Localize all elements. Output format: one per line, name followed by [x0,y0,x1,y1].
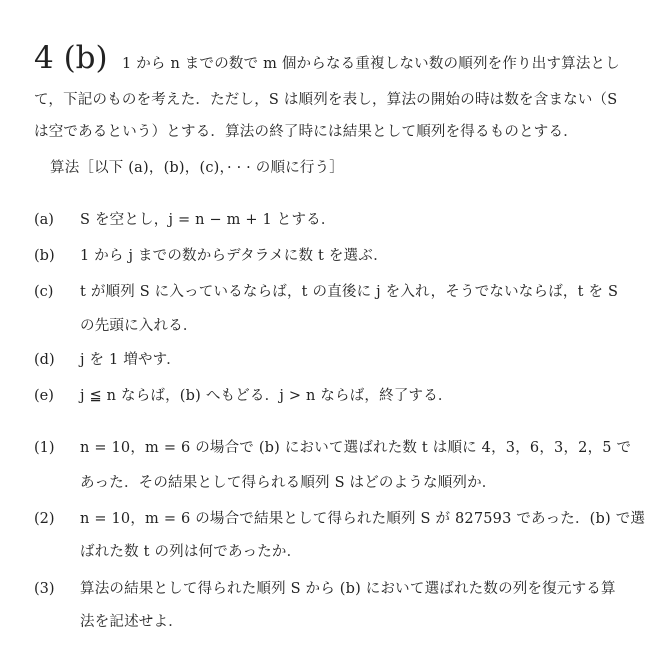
question-2-line-1: n = 10，m = 6 の場合で結果として得られた順列 S が 827593 であった．(b) で選 [80,511,646,527]
question-1-line-2: あった．その結果として得られる順列 S はどのような順列か． [80,475,497,491]
step-label-a: (a) [34,212,54,228]
question-3-line-2: 法を記述せよ． [80,614,183,630]
problem-number: 4 (b) [34,40,108,76]
question-label-1: (1) [34,440,55,456]
step-text-e: j ≦ n ならば，(b) へもどる．j > n ならば，終了する． [80,388,453,404]
intro-line-3: は空であるという）とする．算法の終了時には結果として順列を得るものとする． [34,124,578,140]
algorithm-heading: 算法［以下 (a)，(b)，(c)，· · · の順に行う］ [50,160,345,176]
question-label-2: (2) [34,511,55,527]
step-label-d: (d) [34,352,55,368]
step-text-b: 1 から j までの数からデタラメに数 t を選ぶ． [80,248,388,264]
step-text-d: j を 1 増やす． [80,352,181,368]
question-2-line-2: ばれた数 t の列は何であったか． [80,544,302,560]
step-text-a: S を空とし，j = n − m + 1 とする． [80,212,336,228]
step-label-e: (e) [34,388,54,404]
step-label-b: (b) [34,248,55,264]
step-text-c-line-1: t が順列 S に入っているならば，t の直後に j を入れ，そうでないならば，t を S [80,284,619,300]
intro-line-2: て，下記のものを考えた．ただし，S は順列を表し，算法の開始の時は数を含まない（S [34,92,618,108]
intro-line-1: 1 から n までの数で m 個からなる重複しない数の順列を作り出す算法とし [122,56,620,72]
question-1-line-1: n = 10，m = 6 の場合で (b) において選ばれた数 t は順に 4，3，6，3，2，5 で [80,440,632,456]
step-label-c: (c) [34,284,54,300]
question-3-line-1: 算法の結果として得られた順列 S から (b) において選ばれた数の列を復元する算 [80,581,616,597]
step-text-c-line-2: の先頭に入れる． [80,318,198,334]
question-label-3: (3) [34,581,55,597]
